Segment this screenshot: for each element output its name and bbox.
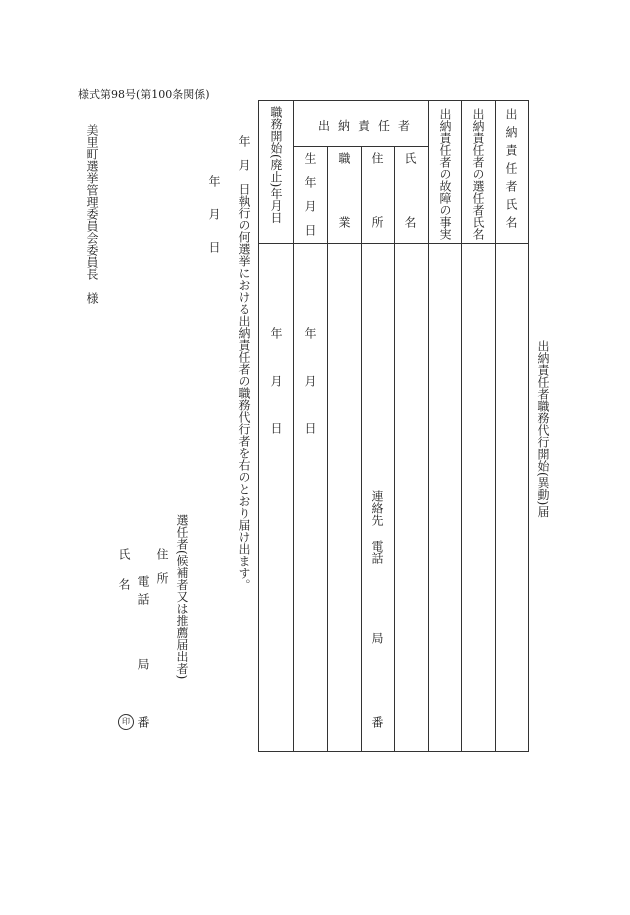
contact-phone: 電話 bbox=[370, 540, 384, 564]
seal-mark: 印 bbox=[118, 714, 134, 730]
form-number: 様式第98号(第100条関係) bbox=[78, 88, 210, 101]
honorific: 様 bbox=[85, 292, 99, 304]
header-selector: 出納責任者の選任者氏名 bbox=[471, 108, 485, 240]
exchange-label: 局 bbox=[136, 658, 150, 670]
submit-month: 月 bbox=[207, 208, 221, 220]
start-day: 日 bbox=[269, 422, 283, 434]
form-title: 出納責任者職務代行開始(異動)届 bbox=[536, 340, 550, 518]
submit-day: 日 bbox=[207, 241, 221, 253]
header-incident: 出納責任者の故障の事実 bbox=[438, 108, 452, 240]
birth-month: 月 bbox=[303, 375, 317, 387]
statement-text: 年 月 日執行の何選挙における出納責任者の職務代行者を右のとおり届け出ます。 bbox=[237, 135, 251, 591]
recipient: 美里町選挙管理委員会委員長 bbox=[85, 124, 99, 280]
birth-day: 日 bbox=[303, 422, 317, 434]
number-label: 番 bbox=[136, 716, 150, 728]
phone-label: 電話 bbox=[136, 575, 150, 611]
header-sub-name: 氏名 bbox=[403, 152, 417, 280]
header-start-date: 職務開始(廃止)年月日 bbox=[269, 106, 283, 224]
birth-year: 年 bbox=[303, 327, 317, 339]
contact-number: 番 bbox=[370, 716, 384, 728]
header-treasurer-group: 出納責任者 bbox=[318, 119, 419, 133]
contact-exchange: 局 bbox=[370, 632, 384, 644]
header-sub-address: 住所 bbox=[370, 152, 384, 280]
header-sub-birthdate: 生年月日 bbox=[303, 152, 317, 248]
submit-year: 年 bbox=[207, 175, 221, 187]
contact-label: 連絡先 bbox=[370, 490, 384, 526]
selector-label: 選任者(候補者又は推薦届出者) bbox=[175, 514, 189, 680]
address-label: 住所 bbox=[155, 548, 169, 596]
start-month: 月 bbox=[269, 375, 283, 387]
header-sub-occupation: 職業 bbox=[337, 152, 351, 280]
start-year: 年 bbox=[269, 327, 283, 339]
name-label: 氏名 bbox=[117, 548, 131, 608]
header-name: 出納責任者氏名 bbox=[504, 108, 518, 234]
